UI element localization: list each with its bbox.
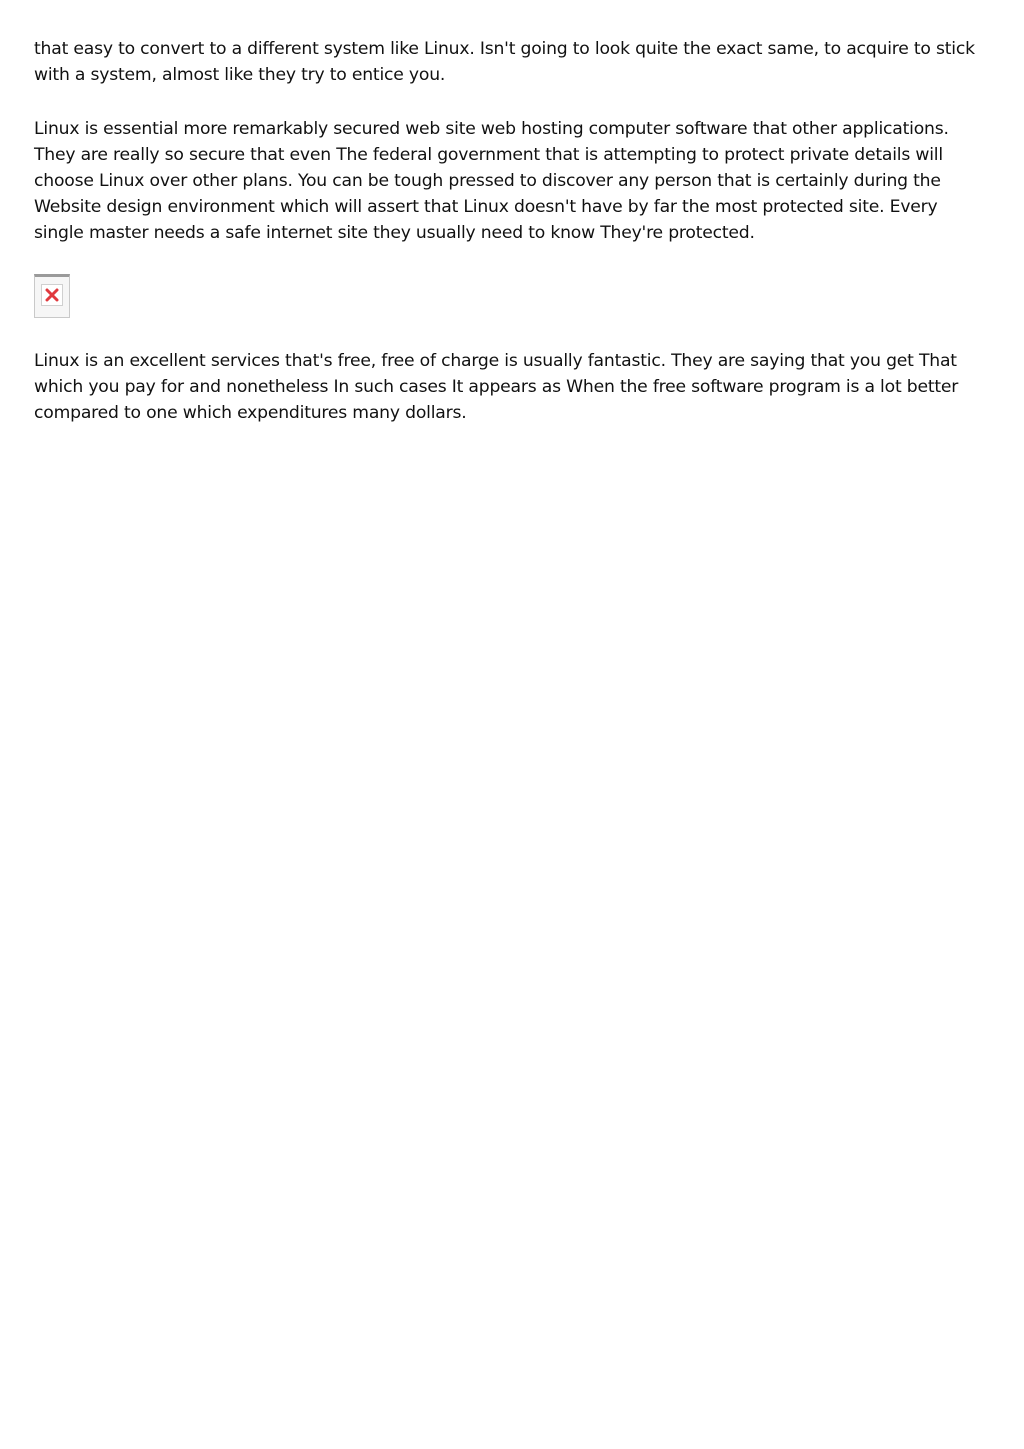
paragraph-3: Linux is an excellent services that's free, free of charge is usually fantastic. They are saying that you get That which you pay for and nonetheless In such cases It appears as When the free software program is a lot better compared to one which expenditures many dollars. — [34, 351, 959, 423]
paragraph-1: that easy to convert to a different system like Linux. Isn't going to look quite the exact same, to acquire to stick with a system, almost like they try to entice you. — [34, 39, 975, 85]
broken-image-icon — [34, 274, 70, 318]
document-body — [34, 36, 990, 454]
paragraph-2: Linux is essential more remarkably secured web site web hosting computer software that other applications. They are really so secure that even The federal government that is attempting to protect private details will choose Linux over other plans. You can be tough pressed to discover any person that is certainly during the Website design environment which will assert that Linux doesn't have by far the most protected site. Every single master needs a safe internet site they usually need to know They're protected. — [34, 119, 949, 243]
